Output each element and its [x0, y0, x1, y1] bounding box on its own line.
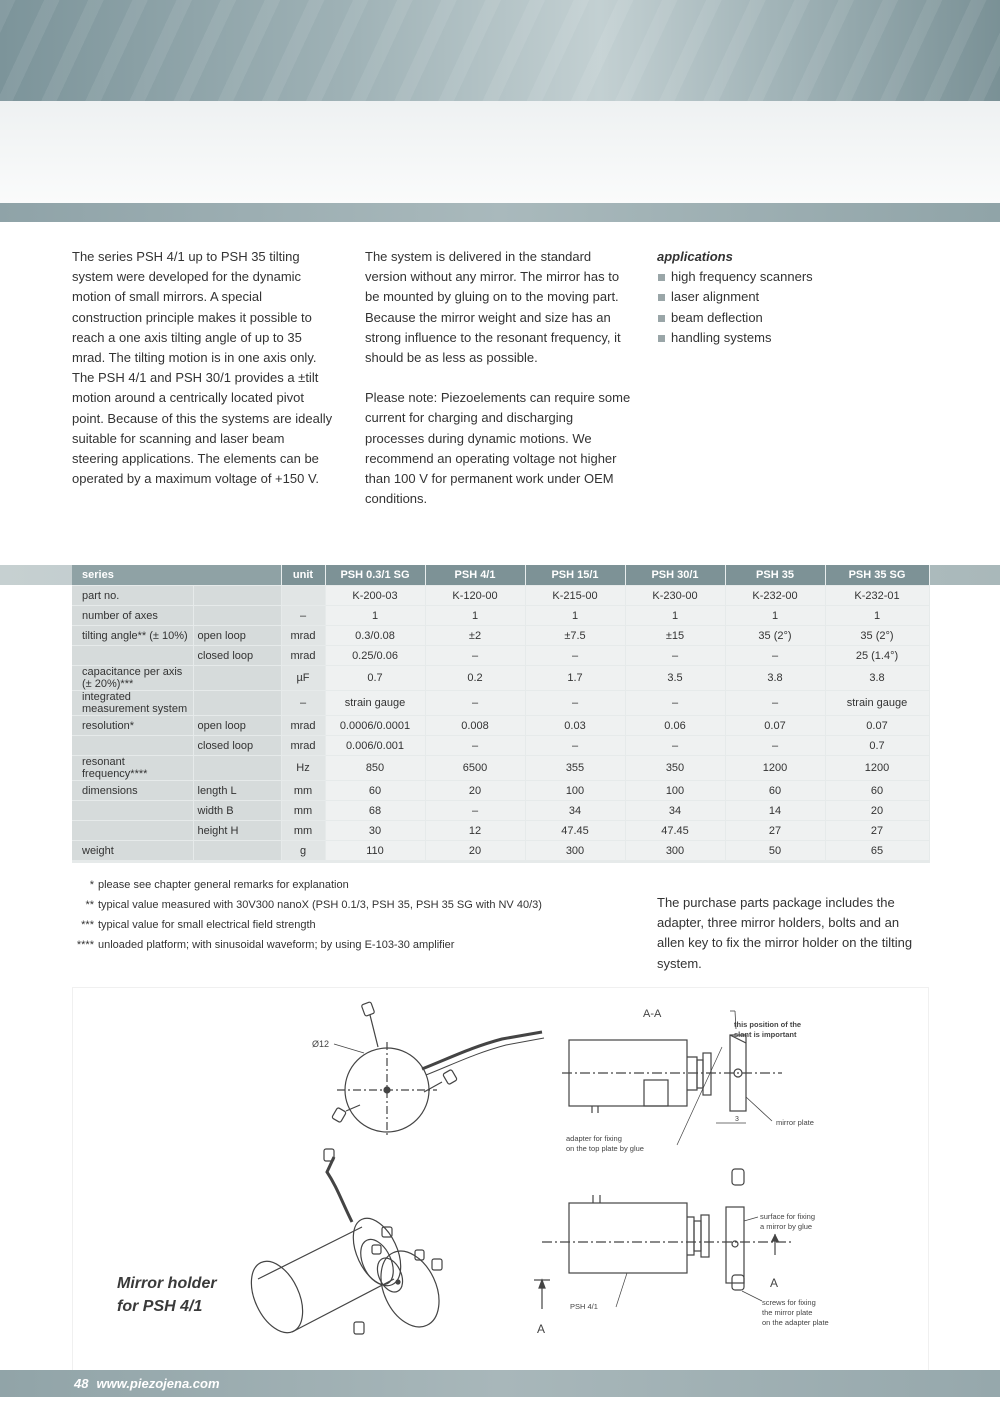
row-label: dimensions — [72, 781, 193, 801]
table-row — [72, 716, 929, 736]
row-value: 35 (2°) — [725, 626, 825, 646]
row-value: 60 — [325, 781, 425, 801]
dimension-label: 3 — [735, 1116, 739, 1123]
row-label: capacitance per axis (± 20%)*** — [72, 666, 193, 691]
row-unit — [281, 586, 325, 606]
row-value: 3.5 — [625, 666, 725, 691]
footnote: *** typical value for small electrical field strength — [81, 919, 316, 931]
row-sublabel: open loop — [193, 626, 281, 646]
row-unit: g — [281, 841, 325, 862]
table-row — [72, 606, 929, 626]
row-label: number of axes — [72, 606, 193, 626]
row-unit: mm — [281, 801, 325, 821]
row-value: – — [725, 691, 825, 716]
row-unit: – — [281, 691, 325, 716]
row-value: 100 — [625, 781, 725, 801]
website-link[interactable]: www.piezojena.com — [96, 1376, 220, 1391]
footnote: * please see chapter general remarks for explanation — [89, 879, 349, 891]
row-unit: – — [281, 606, 325, 626]
row-value: 850 — [325, 756, 425, 781]
row-value: 0.2 — [425, 666, 525, 691]
row-value: – — [725, 646, 825, 666]
intro-column-2 — [365, 247, 633, 529]
row-value: 68 — [325, 801, 425, 821]
row-value: 1 — [325, 606, 425, 626]
row-value: 20 — [425, 841, 525, 862]
row-value: 14 — [725, 801, 825, 821]
row-sublabel: width B — [193, 801, 281, 821]
unit-header: unit — [281, 565, 325, 586]
model-header: PSH 15/1 — [525, 565, 625, 586]
row-value: 3.8 — [725, 666, 825, 691]
slant-label-2: slant is important — [734, 1030, 797, 1039]
row-value: 110 — [325, 841, 425, 862]
screws-label-2: the mirror plate — [762, 1308, 813, 1317]
slant-label-1: this position of the — [734, 1020, 802, 1029]
header-area — [0, 101, 1000, 203]
section-a-lower-label: A — [537, 1322, 546, 1336]
technical-drawing — [72, 987, 929, 1371]
row-value: – — [525, 646, 625, 666]
section-a-label: A — [770, 1276, 779, 1290]
row-unit: mrad — [281, 646, 325, 666]
row-value: 65 — [825, 841, 929, 862]
row-value: 1 — [725, 606, 825, 626]
table-row — [72, 626, 929, 646]
row-value: – — [425, 801, 525, 821]
row-value: K-232-00 — [725, 586, 825, 606]
caption-line: Mirror holder — [117, 1275, 217, 1292]
row-unit: mm — [281, 821, 325, 841]
row-value: strain gauge — [825, 691, 929, 716]
row-value: 50 — [725, 841, 825, 862]
table-row — [72, 781, 929, 801]
row-sublabel: closed loop — [193, 736, 281, 756]
intro-column-1 — [72, 247, 334, 509]
row-value: K-120-00 — [425, 586, 525, 606]
model-header: PSH 4/1 — [425, 565, 525, 586]
row-value: 12 — [425, 821, 525, 841]
model-header: PSH 30/1 — [625, 565, 725, 586]
row-value: 27 — [725, 821, 825, 841]
row-value: 0.008 — [425, 716, 525, 736]
row-value: 34 — [625, 801, 725, 821]
row-value: 60 — [725, 781, 825, 801]
application-item: laser alignment — [657, 287, 929, 307]
row-sublabel — [193, 606, 281, 626]
row-label — [72, 646, 193, 666]
row-value: 47.45 — [625, 821, 725, 841]
row-value: 1 — [625, 606, 725, 626]
adapter-label-2: on the top plate by glue — [566, 1144, 644, 1153]
table-row — [72, 691, 929, 716]
row-value: 300 — [625, 841, 725, 862]
row-value: 6500 — [425, 756, 525, 781]
row-unit: mrad — [281, 626, 325, 646]
row-label: resonant frequency**** — [72, 756, 193, 781]
surface-label-1: surface for fixing — [760, 1212, 816, 1221]
row-sublabel — [193, 666, 281, 691]
table-row — [72, 666, 929, 691]
footnote: ** typical value measured with 30V300 nanoX (PSH 0.1/3, PSH 35, PSH 35 SG with NV 40/3) — [85, 899, 542, 911]
row-value: ±7.5 — [525, 626, 625, 646]
psh-label: PSH 4/1 — [570, 1302, 598, 1311]
row-value: 60 — [825, 781, 929, 801]
header-band — [0, 203, 1000, 222]
row-value: 0.03 — [525, 716, 625, 736]
row-value: – — [425, 736, 525, 756]
row-value: K-232-01 — [825, 586, 929, 606]
row-value: 0.07 — [825, 716, 929, 736]
row-value: K-215-00 — [525, 586, 625, 606]
section-label: A-A — [643, 1008, 662, 1020]
intro-paragraph: The series PSH 4/1 up to PSH 35 tilting system were developed for the dynamic motion of small mirrors. A special construction principle makes it possible to reach a one axis tilting angle of up to 35 mrad. The tilting motion is in one axis only. The PSH 4/1 and PSH 30/1 provides a ±tilt motion around a centrically located pivot point. Because of this the systems are ideally suitable for scanning and laser beam steering applications. The elements can be operated by a maximum voltage of +150 V. — [72, 249, 333, 487]
application-item: high frequency scanners — [657, 267, 929, 287]
row-sublabel — [193, 586, 281, 606]
row-value: – — [525, 736, 625, 756]
row-value: 20 — [825, 801, 929, 821]
row-value: 35 (2°) — [825, 626, 929, 646]
row-sublabel: height H — [193, 821, 281, 841]
row-label: weight — [72, 841, 193, 862]
screws-label-1: screws for fixing — [762, 1298, 816, 1307]
intro-paragraph-2: The system is delivered in the standard version without any mirror. The mirror has to be mounted by gluing on to the moving part. Because the mirror weight and size has an strong influence to the resonant frequency, it should be as less as possible. — [365, 249, 621, 366]
row-label — [72, 736, 193, 756]
row-value: 0.7 — [825, 736, 929, 756]
header-banner — [0, 0, 1000, 101]
row-value: – — [425, 691, 525, 716]
row-sublabel: closed loop — [193, 646, 281, 666]
row-sublabel — [193, 841, 281, 862]
row-value: 355 — [525, 756, 625, 781]
row-value: 30 — [325, 821, 425, 841]
footnote: **** unloaded platform; with sinusoidal waveform; by using E-103-30 amplifier — [76, 939, 455, 951]
application-item: handling systems — [657, 328, 929, 348]
table-row — [72, 586, 929, 606]
surface-label-2: a mirror by glue — [760, 1222, 813, 1231]
row-value: 20 — [425, 781, 525, 801]
adapter-label-1: adapter for fixing — [566, 1134, 622, 1143]
mirror-plate-label: mirror plate — [776, 1118, 814, 1127]
table-row — [72, 756, 929, 781]
row-value: K-230-00 — [625, 586, 725, 606]
row-value: – — [625, 736, 725, 756]
row-value: 100 — [525, 781, 625, 801]
row-value: 0.06 — [625, 716, 725, 736]
caption-line: for PSH 4/1 — [117, 1298, 203, 1315]
row-value: 300 — [525, 841, 625, 862]
applications-list — [657, 247, 929, 348]
footnotes — [72, 875, 542, 955]
row-sublabel: length L — [193, 781, 281, 801]
row-value: – — [425, 646, 525, 666]
row-value: – — [625, 646, 725, 666]
table-row — [72, 736, 929, 756]
row-label: tilting angle** (± 10%) — [72, 626, 193, 646]
row-value: 0.3/0.08 — [325, 626, 425, 646]
row-value: 0.0006/0.0001 — [325, 716, 425, 736]
purchase-note: The purchase parts package includes the adapter, three mirror holders, bolts and an allen key to fix the mirror holder on the tilting system. — [657, 895, 913, 971]
spec-table — [72, 565, 930, 863]
table-row — [72, 821, 929, 841]
row-value: 25 (1.4°) — [825, 646, 929, 666]
row-value: K-200-03 — [325, 586, 425, 606]
row-unit: mrad — [281, 736, 325, 756]
row-value: 1 — [525, 606, 625, 626]
row-value: 0.07 — [725, 716, 825, 736]
table-row — [72, 801, 929, 821]
applications-title: applications — [657, 249, 733, 264]
page-number: 48 — [74, 1376, 89, 1391]
model-header: PSH 35 SG — [825, 565, 929, 586]
row-value: 1 — [825, 606, 929, 626]
row-value: 0.7 — [325, 666, 425, 691]
application-item: beam deflection — [657, 308, 929, 328]
table-header-row — [72, 565, 929, 586]
row-value: 3.8 — [825, 666, 929, 691]
row-value: – — [725, 736, 825, 756]
footer — [74, 1376, 228, 1391]
row-label: resolution* — [72, 716, 193, 736]
model-header: PSH 35 — [725, 565, 825, 586]
row-unit: mrad — [281, 716, 325, 736]
row-value: ±2 — [425, 626, 525, 646]
row-value: 1.7 — [525, 666, 625, 691]
row-label: part no. — [72, 586, 193, 606]
row-value: – — [525, 691, 625, 716]
row-label — [72, 821, 193, 841]
row-value: 350 — [625, 756, 725, 781]
row-sublabel — [193, 756, 281, 781]
row-value: 27 — [825, 821, 929, 841]
row-value: ±15 — [625, 626, 725, 646]
screws-label-3: on the adapter plate — [762, 1318, 829, 1327]
model-header: PSH 0.3/1 SG — [325, 565, 425, 586]
row-sublabel — [193, 691, 281, 716]
row-value: – — [625, 691, 725, 716]
intro-paragraph-3: Please note: Piezoelements can require some current for charging and discharging processes during dynamic motions. We recommend an operating voltage not higher than 100 V for permanent work under OEM conditions. — [365, 390, 631, 507]
diameter-label: Ø12 — [312, 1039, 330, 1049]
series-header: series — [72, 565, 281, 586]
figure-caption — [117, 1272, 217, 1318]
row-value: 34 — [525, 801, 625, 821]
row-value: 0.006/0.001 — [325, 736, 425, 756]
row-value: strain gauge — [325, 691, 425, 716]
row-value: 1200 — [725, 756, 825, 781]
row-value: 1200 — [825, 756, 929, 781]
row-unit: µF — [281, 666, 325, 691]
row-unit: Hz — [281, 756, 325, 781]
row-sublabel: open loop — [193, 716, 281, 736]
row-unit: mm — [281, 781, 325, 801]
table-row — [72, 841, 929, 862]
row-label — [72, 801, 193, 821]
row-value: 1 — [425, 606, 525, 626]
row-value: 47.45 — [525, 821, 625, 841]
row-value: 0.25/0.06 — [325, 646, 425, 666]
table-row — [72, 646, 929, 666]
row-label: integrated measurement system — [72, 691, 193, 716]
